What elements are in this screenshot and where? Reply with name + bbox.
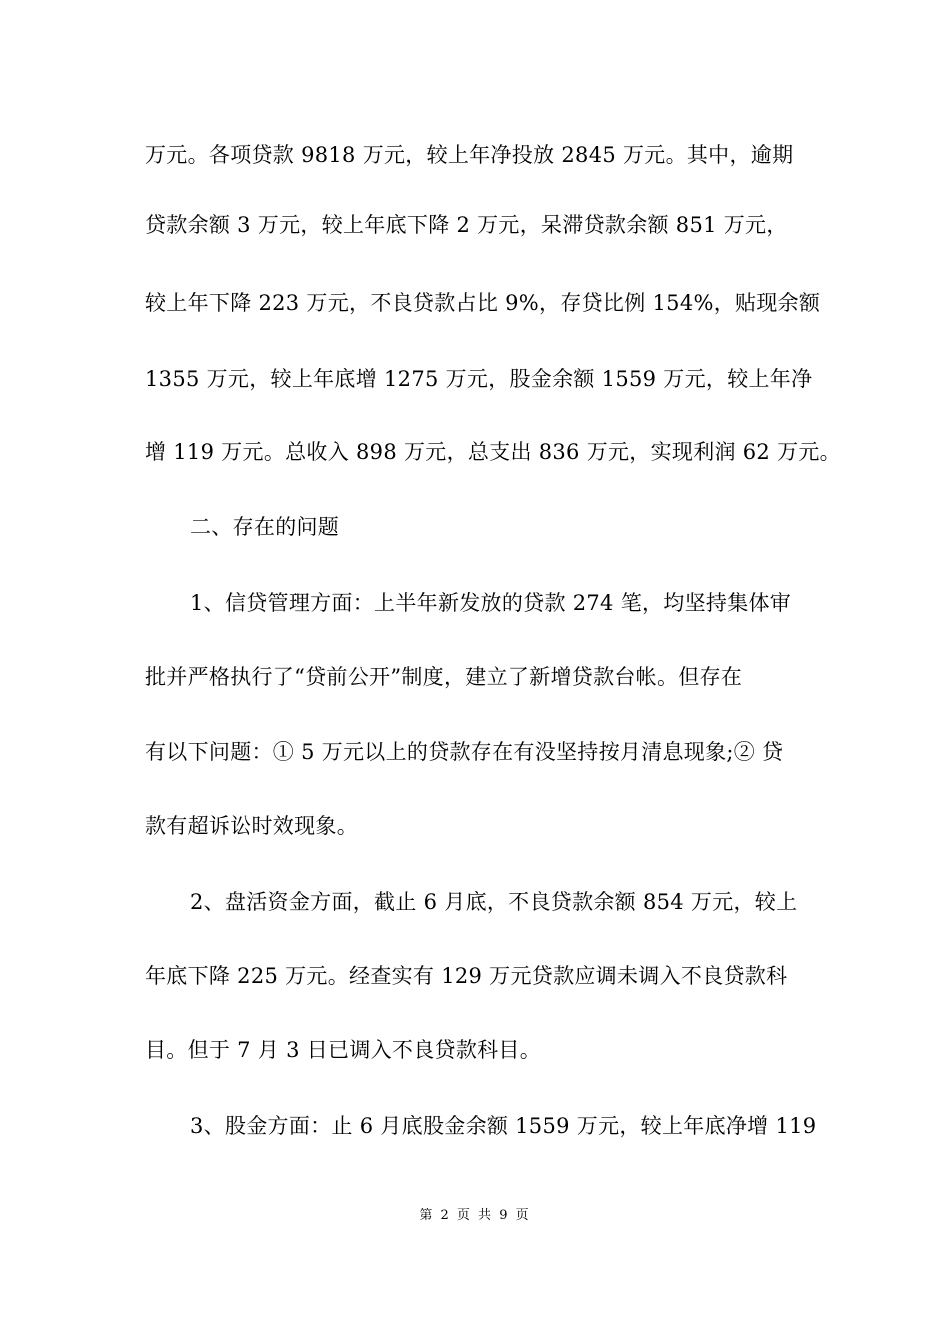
page-number-footer: 第 2 页 共 9 页 bbox=[419, 1208, 531, 1223]
text-line: 批并严格执行了“贷前公开”制度，建立了新增贷款台帐。但存在 bbox=[145, 665, 743, 689]
text-line: 1355 万元，较上年底增 1275 万元，股金余额 1559 万元，较上年净 bbox=[145, 367, 813, 391]
section-heading: 二、存在的问题 bbox=[190, 515, 340, 539]
text-line: 目。但于 7 月 3 日已调入不良贷款科目。 bbox=[145, 1038, 542, 1062]
text-line: 万元。各项贷款 9818 万元，较上年净投放 2845 万元。其中，逾期 bbox=[145, 143, 794, 167]
text-line: 1、信贷管理方面：上半年新发放的贷款 274 笔，均坚持集体审 bbox=[190, 591, 792, 615]
text-line: 有以下问题：① 5 万元以上的贷款存在有没坚持按月清息现象;② 贷 bbox=[145, 740, 784, 764]
text-line: 3、股金方面：止 6 月底股金余额 1559 万元，较上年底净增 119 bbox=[190, 1114, 817, 1138]
text-line: 2、盘活资金方面，截止 6 月底，不良贷款余额 854 万元，较上 bbox=[190, 890, 798, 914]
text-line: 款有超诉讼时效现象。 bbox=[145, 814, 358, 838]
text-line: 贷款余额 3 万元，较上年底下降 2 万元，呆滞贷款余额 851 万元， bbox=[145, 213, 788, 237]
text-line: 年底下降 225 万元。经查实有 129 万元贷款应调未调入不良贷款科 bbox=[145, 964, 788, 988]
text-line: 增 119 万元。总收入 898 万元，总支出 836 万元，实现利润 62 万元。 bbox=[145, 440, 841, 464]
text-line: 较上年下降 223 万元，不良贷款占比 9%，存贷比例 154%，贴现余额 bbox=[145, 291, 821, 315]
